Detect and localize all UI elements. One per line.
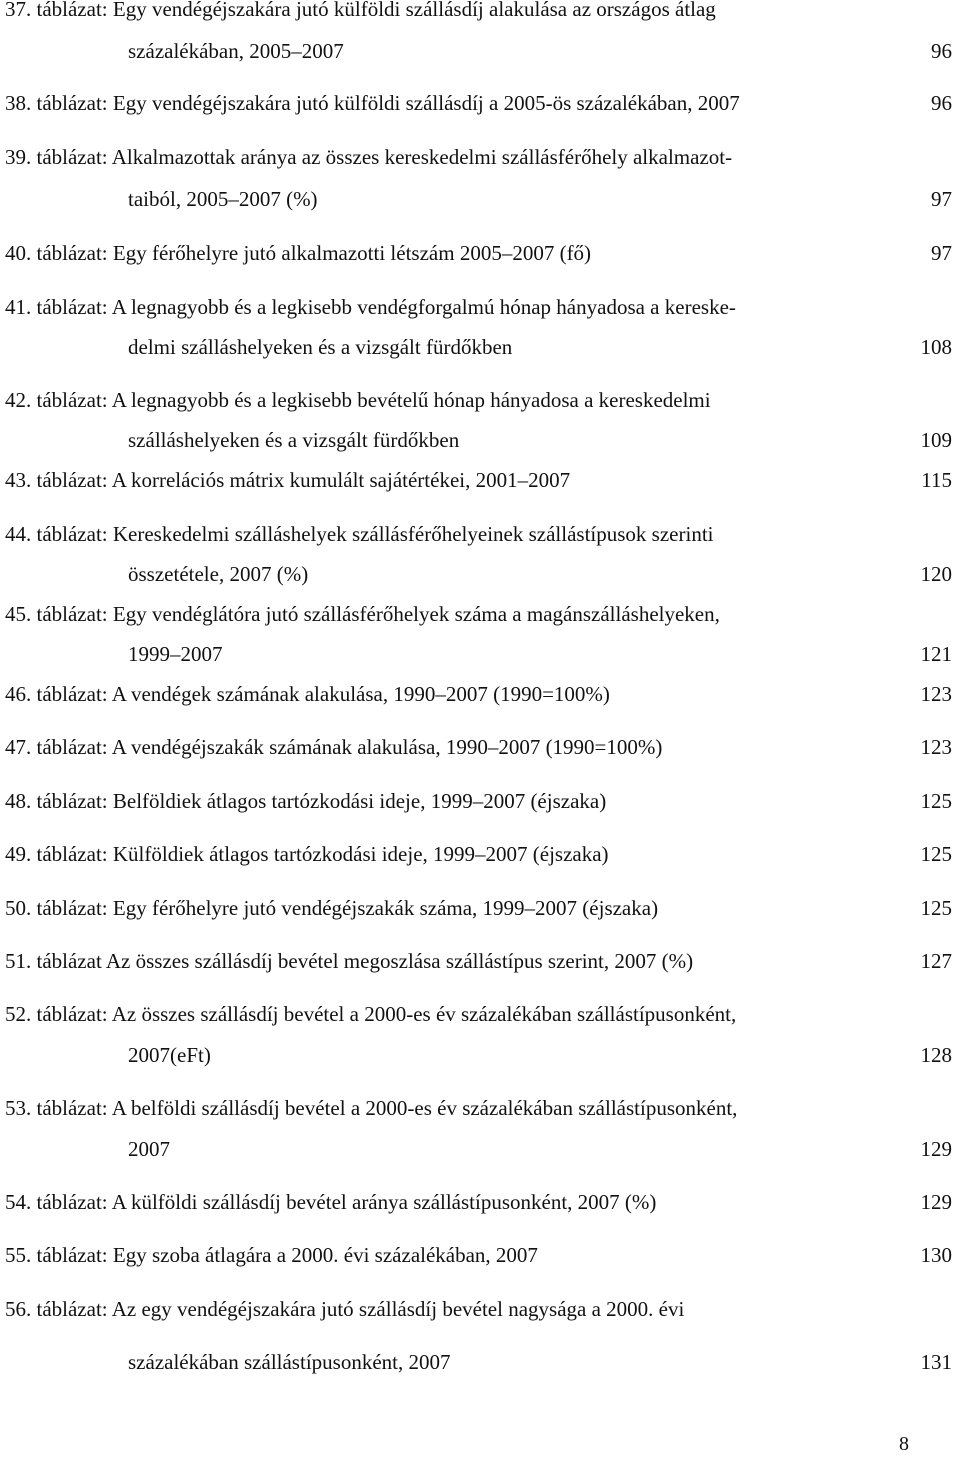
toc-entry-page: 109: [920, 428, 952, 452]
toc-entry-41-line1: [0, 292, 960, 322]
toc-entry-55: [0, 1240, 960, 1270]
toc-entry-page: 96: [931, 39, 952, 63]
toc-entry-39-line2: [0, 184, 960, 214]
toc-entry-title: 50. táblázat: Egy férőhelyre jutó vendégéjszakák száma, 1999–2007 (éjszaka): [5, 896, 659, 920]
toc-entry-47: [0, 732, 960, 762]
toc-entry-title-cont: szálláshelyeken és a vizsgált fürdőkben: [128, 428, 460, 452]
toc-entry-54: [0, 1187, 960, 1217]
toc-entry-title-cont: 1999–2007: [128, 642, 223, 666]
toc-entry-43: [0, 465, 960, 495]
toc-entry-page: 127: [920, 949, 952, 973]
toc-entry-37-line2: [0, 36, 960, 66]
toc-entry-page: 97: [931, 187, 952, 211]
toc-entry-title: 43. táblázat: A korrelációs mátrix kumulált sajátértékei, 2001–2007: [5, 468, 571, 492]
toc-entry-42-line1: [0, 385, 960, 415]
toc-entry-56-line1: [0, 1294, 960, 1324]
toc-entry-page: 108: [920, 335, 952, 359]
toc-entry-title: 54. táblázat: A külföldi szállásdíj bevétel aránya szállástípusonként, 2007 (%): [5, 1190, 657, 1214]
page-number: 8: [899, 1433, 909, 1455]
toc-entry-title: 47. táblázat: A vendégéjszakák számának alakulása, 1990–2007 (1990=100%): [5, 735, 663, 759]
toc-entry-title: 39. táblázat: Alkalmazottak aránya az összes kereskedelmi szállásférőhely alkalmazot-: [5, 145, 733, 169]
toc-entry-38: [0, 88, 960, 118]
toc-entry-45-line2: [0, 639, 960, 669]
toc-entry-44-line2: [0, 559, 960, 589]
toc-entry-48: [0, 786, 960, 816]
toc-entry-title: 38. táblázat: Egy vendégéjszakára jutó külföldi szállásdíj a 2005-ös százalékában, 2007: [5, 91, 740, 115]
toc-entry-page: 123: [920, 682, 952, 706]
toc-entry-page: 125: [920, 789, 952, 813]
toc-entry-page: 121: [920, 642, 952, 666]
toc-entry-53-line1: [0, 1093, 960, 1123]
toc-entry-title: 49. táblázat: Külföldiek átlagos tartózkodási ideje, 1999–2007 (éjszaka): [5, 842, 609, 866]
toc-entry-39-line1: [0, 142, 960, 172]
toc-entry-page: 130: [920, 1243, 952, 1267]
toc-entry-50: [0, 893, 960, 923]
toc-entry-title: 46. táblázat: A vendégek számának alakulása, 1990–2007 (1990=100%): [5, 682, 610, 706]
toc-entry-title: 45. táblázat: Egy vendéglátóra jutó szállásférőhelyek száma a magánszálláshelyeken,: [5, 602, 720, 626]
toc-entry-page: 96: [931, 91, 952, 115]
toc-entry-page: 129: [920, 1190, 952, 1214]
toc-entry-49: [0, 839, 960, 869]
toc-entry-title: 41. táblázat: A legnagyobb és a legkisebb vendégforgalmú hónap hányadosa a kereske-: [5, 295, 736, 319]
toc-entry-title-cont: taiból, 2005–2007 (%): [128, 187, 318, 211]
toc-entry-page: 123: [920, 735, 952, 759]
toc-entry-page: 115: [921, 468, 952, 492]
toc-entry-title-cont: összetétele, 2007 (%): [128, 562, 309, 586]
toc-entry-title: 37. táblázat: Egy vendégéjszakára jutó külföldi szállásdíj alakulása az országos átlag: [5, 0, 716, 21]
toc-entry-40: [0, 238, 960, 268]
toc-entry-title: 52. táblázat: Az összes szállásdíj bevétel a 2000-es év százalékában szállástípusonként,: [5, 1002, 737, 1026]
toc-entry-title: 55. táblázat: Egy szoba átlagára a 2000. évi százalékában, 2007: [5, 1243, 538, 1267]
toc-entry-title: 40. táblázat: Egy férőhelyre jutó alkalmazotti létszám 2005–2007 (fő): [5, 241, 592, 265]
toc-entry-page: 125: [920, 842, 952, 866]
toc-entry-page: 125: [920, 896, 952, 920]
toc-entry-title-cont: százalékában szállástípusonként, 2007: [128, 1350, 451, 1374]
toc-entry-page: 128: [920, 1043, 952, 1067]
toc-entry-56-line2: [0, 1347, 960, 1377]
toc-entry-title: 53. táblázat: A belföldi szállásdíj bevétel a 2000-es év százalékában szállástípusonként,: [5, 1096, 738, 1120]
toc-entry-45-line1: [0, 599, 960, 629]
toc-entry-51: [0, 946, 960, 976]
toc-entry-37-line1: [0, 0, 960, 24]
toc-entry-page: 120: [920, 562, 952, 586]
toc-entry-44-line1: [0, 519, 960, 549]
toc-entry-page: 129: [920, 1137, 952, 1161]
toc-entry-title: 42. táblázat: A legnagyobb és a legkisebb bevételű hónap hányadosa a kereskedelmi: [5, 388, 711, 412]
toc-entry-53-line2: [0, 1134, 960, 1164]
toc-entry-52-line2: [0, 1040, 960, 1070]
toc-entry-title: 56. táblázat: Az egy vendégéjszakára jutó szállásdíj bevétel nagysága a 2000. évi: [5, 1297, 685, 1321]
toc-entry-title: 51. táblázat Az összes szállásdíj bevétel megoszlása szállástípus szerint, 2007 (%): [5, 949, 694, 973]
toc-entry-title-cont: 2007: [128, 1137, 170, 1161]
toc-entry-title: 44. táblázat: Kereskedelmi szálláshelyek szállásférőhelyeinek szállástípusok szerinti: [5, 522, 714, 546]
toc-entry-52-line1: [0, 999, 960, 1029]
toc-entry-title-cont: delmi szálláshelyeken és a vizsgált fürdőkben: [128, 335, 513, 359]
toc-entry-title: 48. táblázat: Belföldiek átlagos tartózkodási ideje, 1999–2007 (éjszaka): [5, 789, 607, 813]
toc-entry-title-cont: százalékában, 2005–2007: [128, 39, 344, 63]
toc-entry-page: 97: [931, 241, 952, 265]
toc-entry-page: 131: [920, 1350, 952, 1374]
toc-entry-42-line2: [0, 425, 960, 455]
toc-entry-title-cont: 2007(eFt): [128, 1043, 211, 1067]
toc-entry-41-line2: [0, 332, 960, 362]
toc-entry-46: [0, 679, 960, 709]
